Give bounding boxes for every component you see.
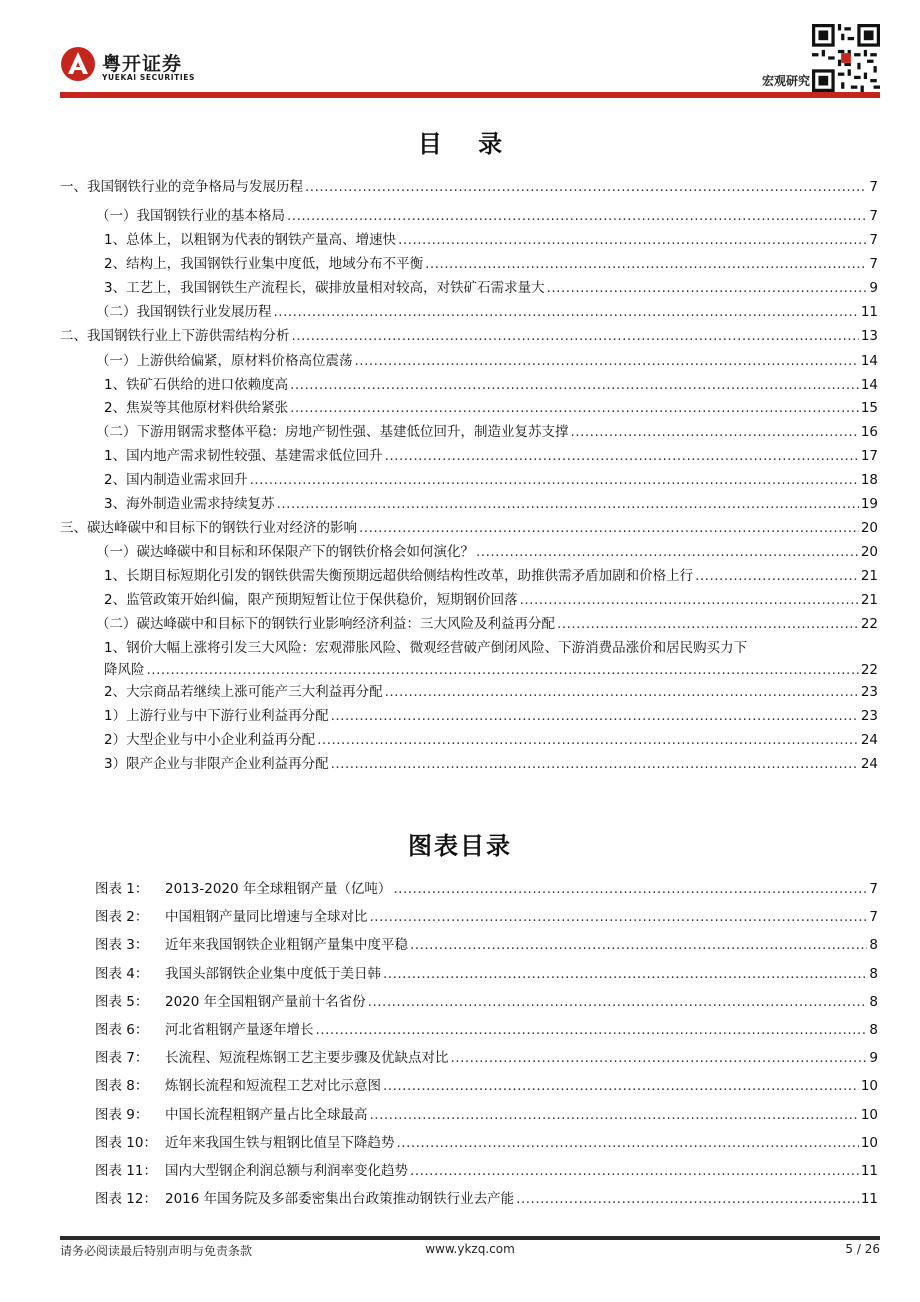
figure-label: 图表 1： — [95, 881, 149, 897]
disclaimer-text: 请务必阅读最后特别声明与免责条款 — [60, 1244, 253, 1258]
toc-title: 目 录 — [417, 130, 517, 158]
toc-entry-text: 3）限产企业与非限产企业利益再分配 — [104, 756, 329, 772]
dot-leader — [476, 541, 859, 563]
dot-leader — [557, 613, 859, 635]
figure-entry-text: 国内大型钢企利润总额与利润率变化趋势 — [165, 1163, 408, 1179]
toc-entry-text: 2）大型企业与中小企业利益再分配 — [104, 732, 316, 748]
dot-leader — [316, 1019, 868, 1041]
dot-leader — [368, 991, 868, 1013]
figure-entry-text: 长流程、短流程炼钢工艺主要步骤及优缺点对比 — [165, 1050, 449, 1067]
toc-entry-text: 2、监管政策开始纠偏，限产预期短暂让位于保供稳价，短期钢价回落 — [104, 592, 518, 608]
toc-entry-page: 22 — [860, 662, 878, 678]
toc-entry-text: （一）碳达峰碳中和目标和环保限产下的钢铁价格会如何演化？ — [96, 544, 474, 560]
dot-leader — [370, 1104, 859, 1126]
page-header — [0, 0, 920, 100]
figure-entry-page: 10 — [860, 1078, 878, 1095]
figure-entry-text: 2013-2020 年全球粗钢产量（亿吨） — [165, 881, 392, 897]
figure-label: 图表 3： — [95, 937, 149, 954]
figure-entry-text: 2016 年国务院及多部委密集出台政策推动钢铁行业去产能 — [165, 1191, 515, 1208]
logo-english-name: YUEKAI SECURITIES — [102, 73, 195, 82]
footer-rule — [60, 1236, 880, 1240]
toc-entry-page: 7 — [869, 256, 878, 272]
toc-entry-text: 2、结构上，我国钢铁行业集中度低，地域分布不平衡 — [104, 256, 424, 272]
toc-entry-text: 3、工艺上，我国钢铁生产流程长，碳排放量相对较高，对铁矿石需求量大 — [104, 280, 545, 296]
toc-entry-page: 7 — [869, 232, 878, 248]
toc-entry-page: 14 — [860, 377, 878, 393]
figure-entry-text: 2020 年全国粗钢产量前十名省份 — [165, 993, 366, 1010]
figure-entry-text: 中国粗钢产量同比增速与全球对比 — [165, 909, 368, 926]
toc-entry[interactable] — [104, 637, 878, 681]
figure-entry-text: 近年来我国钢铁企业粗钢产量集中度平稳 — [165, 937, 408, 954]
figure-label: 图表 9： — [95, 1106, 149, 1123]
toc-entry[interactable] — [104, 229, 878, 251]
toc-entry-page: 20 — [860, 544, 878, 560]
dot-leader — [410, 934, 867, 956]
toc-entry-text: 1、长期目标短期化引发的钢铁供需失衡预期远超供给侧结构性改革，助推供需矛盾加剧和价格上行 — [104, 568, 694, 584]
report-type-label: 宏观研究 — [761, 74, 810, 88]
header-rule — [60, 92, 880, 98]
figure-entry[interactable] — [95, 878, 878, 900]
toc-entry[interactable] — [60, 176, 878, 198]
toc-entry-text: （二）碳达峰碳中和目标下的钢铁行业影响经济利益：三大风险及利益再分配 — [96, 616, 555, 632]
toc-entry-text: 1、铁矿石供给的进口依赖度高 — [104, 377, 289, 393]
toc-entry-page: 14 — [860, 353, 878, 369]
figure-label: 图表 5： — [95, 993, 149, 1010]
dot-leader — [317, 729, 859, 751]
toc-entry-text: （二）我国钢铁行业发展历程 — [96, 304, 272, 320]
toc-entry-page: 23 — [860, 684, 878, 700]
figure-entry[interactable] — [95, 934, 878, 956]
dot-leader — [520, 589, 859, 611]
figure-label: 图表 8： — [95, 1078, 149, 1095]
dot-leader — [393, 878, 867, 900]
toc-entry[interactable] — [104, 397, 878, 419]
figure-entry-page: 11 — [860, 1191, 878, 1208]
figure-entry-text: 河北省粗钢产量逐年增长 — [165, 1022, 314, 1038]
figure-entry[interactable] — [95, 1019, 878, 1041]
figure-entry-page: 8 — [869, 965, 878, 982]
dot-leader — [355, 350, 859, 372]
toc-entry-text: 1）上游行业与中下游行业利益再分配 — [104, 708, 329, 724]
yuekai-logo-icon — [60, 46, 96, 82]
toc-entry-page: 17 — [860, 448, 878, 464]
dot-leader — [695, 565, 859, 587]
toc-entry[interactable] — [104, 705, 878, 727]
toc-entry-page: 20 — [860, 520, 878, 536]
dot-leader — [385, 445, 859, 467]
figure-entry-page: 10 — [860, 1134, 878, 1151]
figure-entry[interactable] — [95, 1047, 878, 1069]
dot-leader — [305, 176, 867, 198]
toc-entry-text: （一）上游供给偏紧，原材料价格高位震荡 — [96, 353, 353, 369]
dot-leader — [277, 493, 859, 515]
dot-leader — [383, 963, 867, 985]
figure-entry[interactable] — [95, 906, 878, 928]
dot-leader — [516, 1188, 859, 1210]
dot-leader — [370, 906, 868, 928]
toc-entry-text: 1、钢价大幅上涨将引发三大风险：宏观滞胀风险、微观经营破产倒闭风险、下游消费品涨价和居民购买力下 — [104, 640, 748, 656]
dot-leader — [451, 1047, 868, 1069]
toc-entry-text: 3、海外制造业需求持续复苏 — [104, 496, 275, 512]
toc-entry[interactable] — [60, 517, 878, 539]
figure-entry-text: 我国头部钢铁企业集中度低于美日韩 — [165, 965, 381, 982]
toc-entry-text: （一）我国钢铁行业的基本格局 — [96, 208, 285, 224]
dot-leader — [331, 753, 859, 775]
toc-entry-text: 二、我国钢铁行业上下游供需结构分析 — [60, 328, 290, 344]
qr-code-icon — [812, 24, 880, 92]
toc-entry-text: 2、焦炭等其他原材料供给紧张 — [104, 400, 289, 416]
figure-entry-text: 炼钢长流程和短流程工艺对比示意图 — [165, 1078, 381, 1095]
figure-entry-text: 近年来我国生铁与粗钢比值呈下降趋势 — [165, 1134, 395, 1151]
toc-entry[interactable] — [104, 681, 878, 703]
toc-entry-page: 7 — [869, 179, 878, 195]
toc-entry[interactable] — [104, 469, 878, 491]
toc-entry-page: 13 — [860, 328, 878, 344]
figure-list-title: 图表目录 — [408, 832, 512, 860]
figure-entry-page: 9 — [869, 1050, 878, 1067]
toc-entry[interactable] — [96, 421, 878, 443]
toc-entry-page: 21 — [860, 592, 878, 608]
figure-entry[interactable] — [95, 1188, 878, 1210]
figure-entry-page: 7 — [869, 881, 878, 897]
dot-leader — [331, 705, 859, 727]
toc-entry-text: 降风险 — [104, 662, 145, 678]
dot-leader — [250, 469, 859, 491]
toc-entry[interactable] — [96, 205, 878, 227]
toc-entry-page: 19 — [860, 496, 878, 512]
toc-entry-text: 一、我国钢铁行业的竞争格局与发展历程 — [60, 179, 303, 195]
toc-entry[interactable] — [104, 445, 878, 467]
toc-entry-page: 21 — [860, 568, 878, 584]
figure-entry-page: 8 — [869, 993, 878, 1010]
dot-leader — [383, 1075, 859, 1097]
company-logo — [60, 46, 250, 86]
figure-entry-page: 8 — [869, 1022, 878, 1038]
toc-entry[interactable] — [104, 374, 878, 396]
figure-entry[interactable] — [95, 1104, 878, 1126]
toc-entry[interactable] — [96, 301, 878, 323]
figure-entry[interactable] — [95, 1075, 878, 1097]
toc-entry[interactable] — [96, 350, 878, 372]
dot-leader — [287, 205, 867, 227]
figure-label: 图表 12： — [95, 1191, 157, 1208]
figure-label: 图表 4： — [95, 965, 149, 982]
figure-label: 图表 11： — [95, 1163, 157, 1179]
toc-entry-text: 1、总体上，以粗钢为代表的钢铁产量高、增速快 — [104, 232, 397, 248]
figure-entry[interactable] — [95, 991, 878, 1013]
toc-entry-page: 18 — [860, 472, 878, 488]
dot-leader — [397, 1132, 859, 1154]
toc-entry-page: 11 — [860, 304, 878, 320]
figure-entry[interactable] — [95, 1132, 878, 1154]
toc-entry-text: 2、国内制造业需求回升 — [104, 472, 248, 488]
dot-leader — [410, 1160, 859, 1182]
toc-entry-page: 7 — [869, 208, 878, 224]
toc-entry-page: 16 — [860, 424, 878, 440]
toc-entry-text: 1、国内地产需求韧性较强、基建需求低位回升 — [104, 448, 383, 464]
dot-leader — [274, 301, 859, 323]
toc-entry[interactable] — [96, 613, 878, 635]
toc-entry-text: （二）下游用钢需求整体平稳：房地产韧性强、基建低位回升，制造业复苏支撑 — [96, 424, 569, 440]
page-footer — [60, 1242, 880, 1262]
toc-entry-page: 15 — [860, 400, 878, 416]
dot-leader — [147, 659, 859, 681]
toc-entry-text: 三、碳达峰碳中和目标下的钢铁行业对经济的影响 — [60, 520, 357, 536]
figure-label: 图表 2： — [95, 909, 149, 926]
toc-entry[interactable] — [60, 325, 878, 347]
figure-entry-page: 11 — [860, 1163, 878, 1179]
dot-leader — [398, 229, 867, 251]
figure-label: 图表 10： — [95, 1134, 157, 1151]
toc-entry-page: 24 — [860, 732, 878, 748]
figure-entry[interactable] — [95, 1160, 878, 1182]
dot-leader — [290, 397, 859, 419]
figure-entry-text: 中国长流程粗钢产量占比全球最高 — [165, 1106, 368, 1123]
dot-leader — [359, 517, 859, 539]
page-number: 5 / 26 — [845, 1242, 880, 1256]
figure-label: 图表 7： — [95, 1050, 149, 1067]
figure-label: 图表 6： — [95, 1022, 149, 1038]
toc-entry-text: 2、大宗商品若继续上涨可能产三大利益再分配 — [104, 684, 383, 700]
toc-entry[interactable] — [104, 753, 878, 775]
toc-entry[interactable] — [96, 541, 878, 563]
dot-leader — [425, 253, 867, 275]
toc-entry-page: 22 — [860, 616, 878, 632]
figure-entry-page: 10 — [860, 1106, 878, 1123]
toc-entry-page: 9 — [869, 280, 878, 296]
toc-entry[interactable] — [104, 253, 878, 275]
toc-entry[interactable] — [104, 277, 878, 299]
toc-entry-page: 24 — [860, 756, 878, 772]
website-link[interactable]: www.ykzq.com — [425, 1242, 515, 1256]
figure-entry-page: 7 — [869, 909, 878, 926]
figure-entry[interactable] — [95, 963, 878, 985]
toc-entry-page: 23 — [860, 708, 878, 724]
logo-chinese-name: 粤开证券 — [102, 53, 183, 75]
dot-leader — [547, 277, 868, 299]
toc-entry[interactable] — [104, 589, 878, 611]
dot-leader — [290, 374, 859, 396]
dot-leader — [292, 325, 859, 347]
dot-leader — [385, 681, 859, 703]
toc-entry[interactable] — [104, 493, 878, 515]
dot-leader — [571, 421, 859, 443]
figure-entry-page: 8 — [869, 937, 878, 954]
toc-entry[interactable] — [104, 565, 878, 587]
toc-entry[interactable] — [104, 729, 878, 751]
